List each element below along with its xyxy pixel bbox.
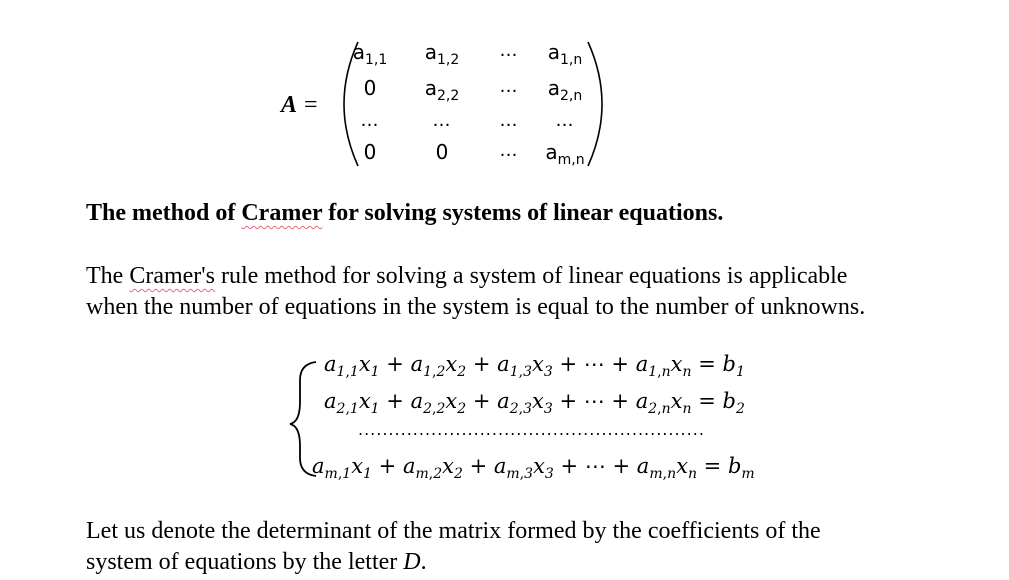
- intro-line-1-start: The: [86, 263, 130, 289]
- heading-text-start: The method of: [86, 200, 242, 226]
- heading-cramer-word: Cramer: [241, 200, 323, 226]
- matrix-cell-4-2: 0: [435, 140, 449, 164]
- matrix-cell-1-3: …: [499, 40, 519, 61]
- determinant-symbol: D: [403, 549, 421, 575]
- matrix-cell-2-2: $a_{2,2}$: [424, 76, 460, 104]
- matrix-label: A: [281, 92, 298, 118]
- matrix-cell-2-1: 0: [363, 76, 377, 100]
- equation-2: $a_{2,1}x_1 + a_{2,2}x_2 + a_{2,3}x_3$ + ⋯ + $a_{2,n}x_n = b_2$: [324, 389, 745, 417]
- matrix-cell-4-4: $a_{m,n}$: [545, 140, 585, 168]
- closing-line-2-text: system of equations by the letter: [86, 549, 404, 575]
- matrix-cell-1-1: $a_{1,1}$: [352, 40, 388, 68]
- matrix-cell-4-3: …: [499, 140, 519, 161]
- intro-line-1-end: rule method for solving a system of linear equations is applicable: [214, 263, 848, 289]
- matrix-cell-3-2: …: [432, 110, 452, 131]
- closing-line-1: Let us denote the determinant of the matrix formed by the coefficients of the: [86, 518, 821, 544]
- matrix-cell-2-3: …: [499, 76, 519, 97]
- matrix-cell-4-1: 0: [363, 140, 377, 164]
- equation-m: $a_{m,1}x_1 + a_{m,2}x_2 + a_{m,3}x_3$ + ⋯ + $a_{m,n}x_n = b_m$: [312, 454, 755, 482]
- matrix-cell-2-4: $a_{2,n}$: [547, 76, 583, 104]
- intro-line-2: when the number of equations in the system is equal to the number of unknowns.: [86, 294, 866, 320]
- matrix-cell-1-4: $a_{1,n}$: [547, 40, 583, 68]
- matrix-cell-3-3: …: [499, 110, 519, 131]
- matrix-cell-3-4: …: [555, 110, 575, 131]
- heading-text-end: for solving systems of linear equations.: [322, 200, 724, 226]
- equation-1: $a_{1,1}x_1 + a_{1,2}x_2 + a_{1,3}x_3$ + ⋯ + $a_{1,n}x_n = b_1$: [324, 352, 745, 380]
- equation-dots-row: .........................................................: [358, 420, 705, 439]
- matrix-cell-3-1: …: [360, 110, 380, 131]
- closing-line-2: [86, 547, 427, 578]
- closing-line-2-end: .: [420, 549, 427, 575]
- matrix-equals-sign: =: [304, 92, 318, 118]
- intro-cramers-word: Cramer's: [129, 263, 215, 289]
- matrix-cell-1-2: $a_{1,2}$: [424, 40, 460, 68]
